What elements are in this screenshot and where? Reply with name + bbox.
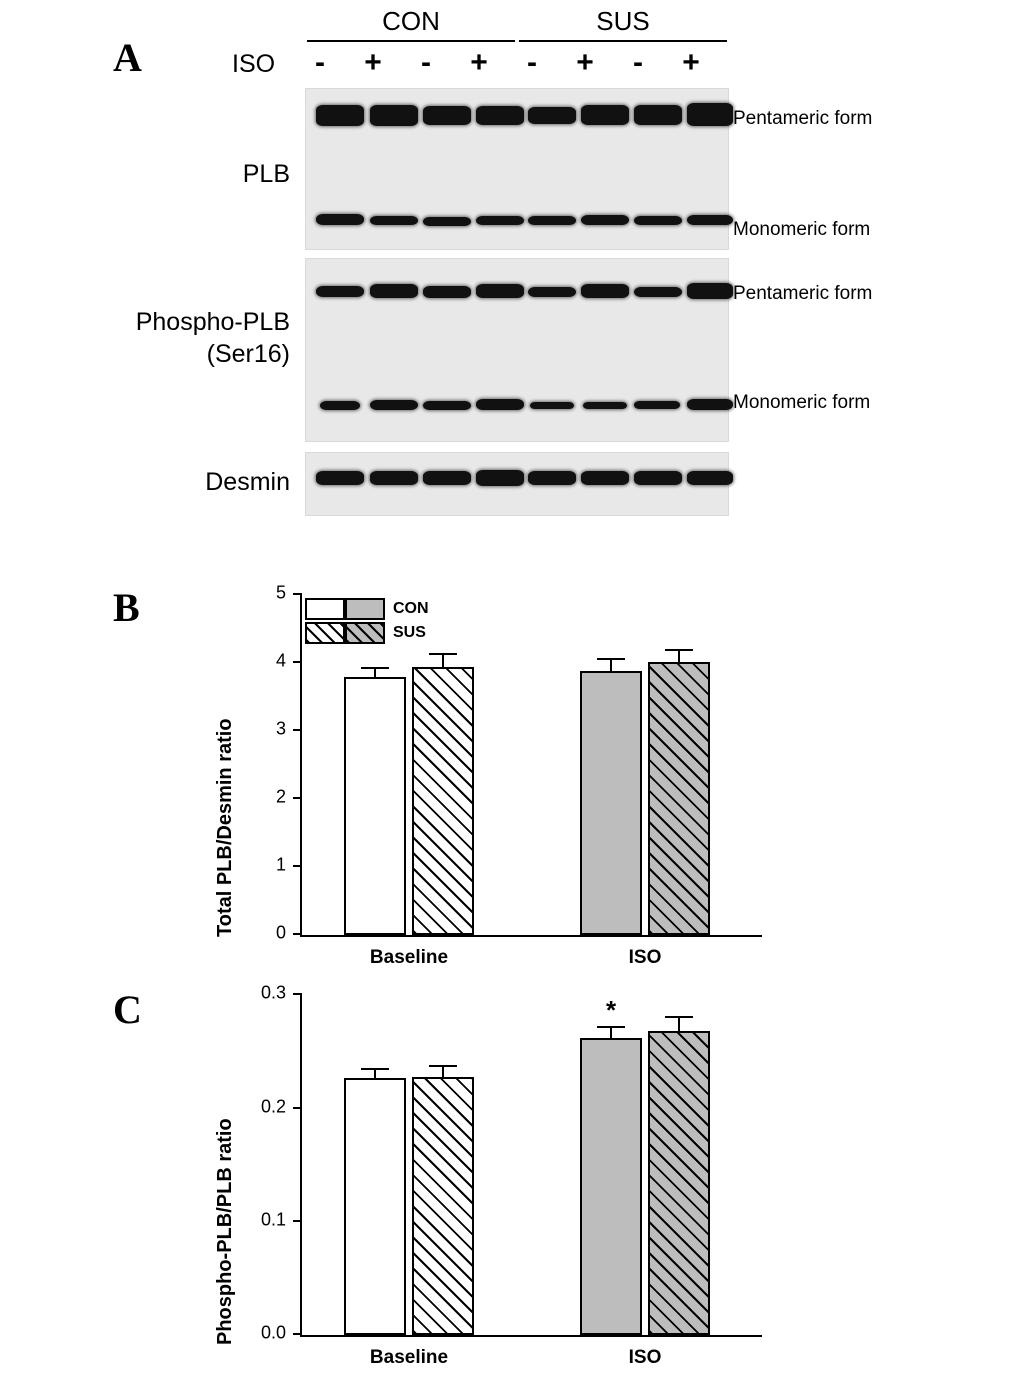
- significance-marker-iso-con: *: [605, 995, 617, 1025]
- iso-sign-lane-2: +: [364, 46, 382, 79]
- bar-c-iso-con: [580, 1038, 642, 1335]
- panel-b-legend: [305, 597, 465, 645]
- errorcap-c-iso-con: [597, 1026, 625, 1028]
- legend-swatch-con-open: [305, 598, 345, 620]
- errorbar-c-iso-sus: [678, 1018, 680, 1031]
- errorcap-iso-con: [597, 658, 625, 660]
- legend-swatch-sus-hatch: [305, 622, 345, 644]
- errorcap-baseline-con: [361, 667, 389, 669]
- bar-c-iso-sus: [648, 1031, 710, 1335]
- panel-c-ytick-3: 0.3: [260, 982, 286, 1003]
- blot-side-label-pplb-pentameric: Pentameric form: [733, 283, 873, 304]
- blot-group-rule-con: [307, 40, 515, 42]
- panel-c-plot-area: [260, 982, 762, 1368]
- errorcap-c-baseline-sus: [429, 1065, 457, 1067]
- blot-row-name-phospho-plb-residue: (Ser16): [206, 340, 290, 368]
- panel-b-ytick-5: 5: [275, 582, 286, 603]
- errorbar-c-baseline-con: [374, 1070, 376, 1078]
- panel-b-chart: [180, 582, 800, 968]
- panel-c-xcat-baseline: Baseline: [369, 1347, 449, 1368]
- legend-label-con: CON: [393, 600, 429, 617]
- blot-image-plb: [305, 88, 729, 250]
- iso-sign-lane-3: -: [421, 46, 431, 79]
- panel-b-ytick-2: 2: [275, 786, 286, 807]
- panel-c-ytick-1: 0.1: [260, 1209, 286, 1230]
- bar-baseline-sus: [412, 667, 474, 935]
- panel-c-ytick-0: 0.0: [260, 1322, 286, 1343]
- blot-row-name-desmin: Desmin: [205, 468, 290, 496]
- blot-image-desmin: [305, 452, 729, 516]
- panel-letter-b: B: [113, 585, 140, 630]
- blot-row-name-plb: PLB: [242, 160, 290, 188]
- blot-side-label-pplb-monomeric: Monomeric form: [733, 392, 871, 413]
- iso-sign-lane-8: +: [682, 46, 700, 79]
- errorbar-iso-sus: [678, 651, 680, 662]
- errorcap-c-iso-sus: [665, 1016, 693, 1018]
- blot-iso-row-label: ISO: [232, 50, 276, 78]
- iso-sign-lane-4: +: [470, 46, 488, 79]
- panel-c-xcat-iso: ISO: [628, 1347, 662, 1368]
- legend-label-sus: SUS: [393, 624, 426, 641]
- bar-iso-con: [580, 671, 642, 935]
- panel-c-chart: [180, 982, 800, 1368]
- errorbar-baseline-con: [374, 669, 376, 677]
- blot-group-label-sus: SUS: [596, 6, 650, 36]
- panel-b-ytick-1: 1: [275, 854, 286, 875]
- errorcap-iso-sus: [665, 649, 693, 651]
- errorcap-c-baseline-con: [361, 1068, 389, 1070]
- panel-letter-a: A: [113, 35, 142, 80]
- bar-c-baseline-sus: [412, 1077, 474, 1335]
- legend-swatch-sus-hatch-gray: [345, 622, 385, 644]
- blot-row-name-phospho-plb: Phospho-PLB: [135, 308, 290, 336]
- iso-sign-lane-5: -: [527, 46, 537, 79]
- iso-sign-lane-7: -: [633, 46, 643, 79]
- legend-row-con: [305, 597, 465, 621]
- panel-a-blot: [0, 0, 1033, 560]
- legend-row-sus: [305, 621, 465, 645]
- errorbar-c-iso-con: [610, 1028, 612, 1038]
- blot-side-label-plb-pentameric: Pentameric form: [733, 108, 873, 129]
- panel-c-ytick-2: 0.2: [260, 1096, 286, 1117]
- errorbar-baseline-sus: [442, 655, 444, 667]
- iso-sign-lane-1: -: [315, 46, 325, 79]
- panel-letter-c: C: [113, 987, 142, 1032]
- panel-b-ytick-3: 3: [275, 718, 286, 739]
- errorbar-iso-con: [610, 660, 612, 671]
- errorcap-baseline-sus: [429, 653, 457, 655]
- panel-b-xcat-iso: ISO: [628, 947, 662, 968]
- bar-iso-sus: [648, 662, 710, 935]
- legend-swatch-con-gray: [345, 598, 385, 620]
- bar-c-baseline-con: [344, 1078, 406, 1335]
- bar-baseline-con: [344, 677, 406, 935]
- panel-b-y-axis-title: Total PLB/Desmin ratio: [214, 718, 236, 937]
- blot-group-rule-sus: [519, 40, 727, 42]
- panel-b-xcat-baseline: Baseline: [369, 947, 449, 968]
- blot-image-phospho-plb: [305, 258, 729, 442]
- panel-b-plot-area: [275, 582, 762, 968]
- blot-side-label-plb-monomeric: Monomeric form: [733, 219, 871, 240]
- panel-b-ytick-0: 0: [275, 922, 286, 943]
- iso-sign-lane-6: +: [576, 46, 594, 79]
- errorbar-c-baseline-sus: [442, 1067, 444, 1077]
- blot-group-label-con: CON: [382, 6, 440, 36]
- panel-c-y-axis-title: Phospho-PLB/PLB ratio: [214, 1118, 236, 1345]
- panel-b-ytick-4: 4: [275, 650, 286, 671]
